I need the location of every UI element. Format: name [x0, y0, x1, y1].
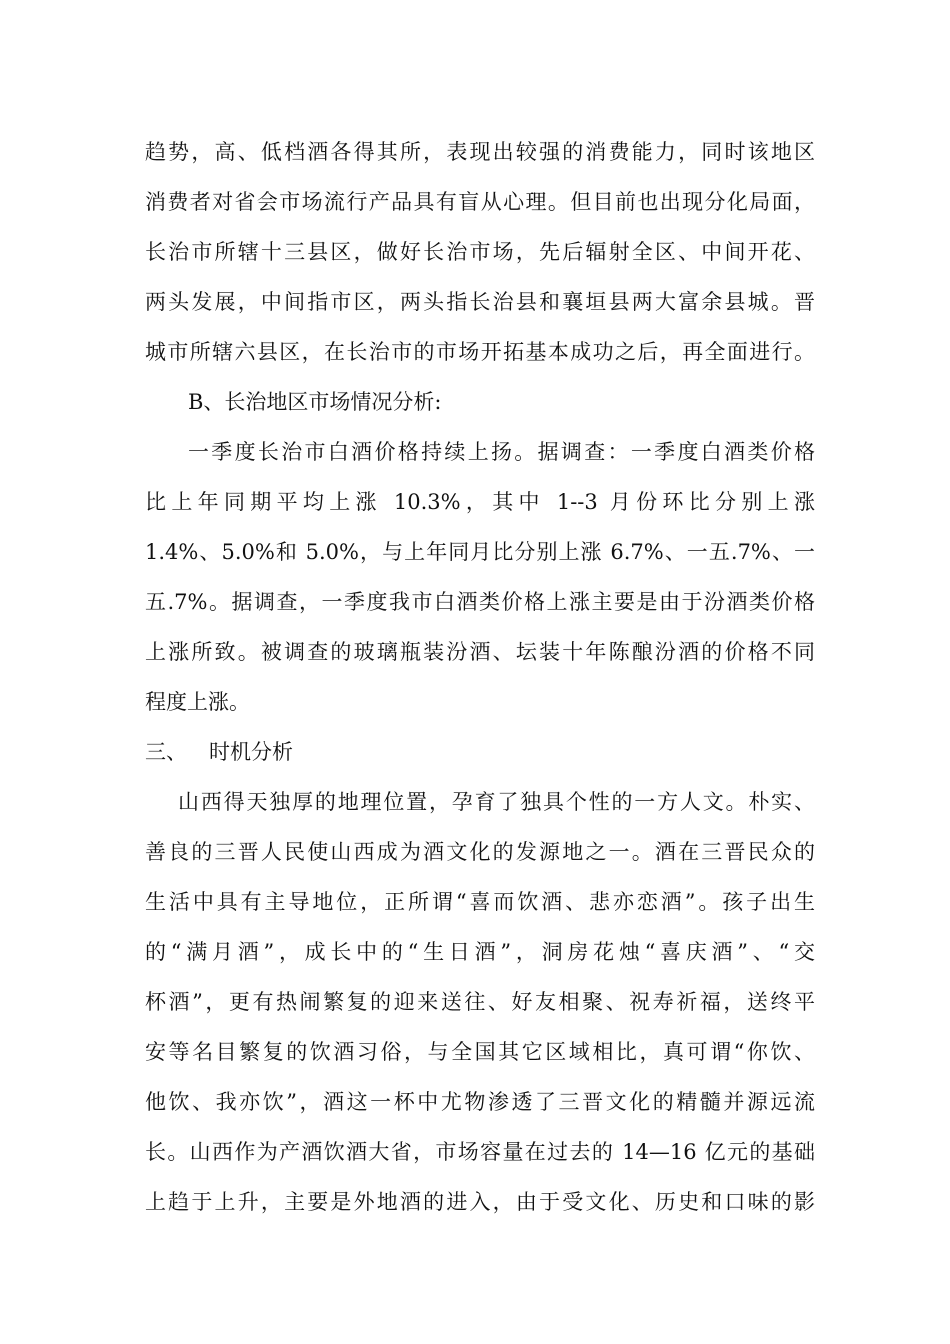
section-3-title: 时机分析 [209, 740, 293, 764]
paragraph-1-line-2: 消费者对省会市场流行产品具有盲从心理。但目前也出现分化局面， [145, 190, 815, 214]
paragraph-3-line-8: 长。山西作为产酒饮酒大省，市场容量在过去的 14—16 亿元的基础 [145, 1140, 815, 1164]
section-3-heading [145, 738, 815, 766]
paragraph-3-line-5: 杯酒”，更有热闹繁复的迎来送往、好友相聚、祝寿祈福，送终平 [145, 990, 815, 1014]
paragraph-3-line-2: 善良的三晋人民使山西成为酒文化的发源地之一。酒在三晋民众的 [145, 840, 815, 864]
paragraph-1-line-1: 趋势，高、低档酒各得其所，表现出较强的消费能力，同时该地区 [145, 140, 815, 164]
paragraph-3-line-6: 安等名目繁复的饮酒习俗，与全国其它区域相比，真可谓“你饮、 [145, 1040, 815, 1064]
paragraph-2-line-2: 比上年同期平均上涨 10.3%，其中 1--3 月份环比分别上涨 [145, 490, 815, 514]
paragraph-3-line-1: 山西得天独厚的地理位置，孕育了独具个性的一方人文。朴实、 [178, 790, 815, 814]
paragraph-3-line-3: 生活中具有主导地位，正所谓“喜而饮酒、悲亦恋酒”。孩子出生 [145, 890, 815, 914]
paragraph-1-line-3: 长治市所辖十三县区，做好长治市场，先后辐射全区、中间开花、 [145, 240, 815, 264]
section-3-number: 三、 [145, 740, 187, 764]
paragraph-3-line-9: 上趋于上升，主要是外地酒的进入，由于受文化、历史和口味的影 [145, 1190, 815, 1214]
paragraph-3-line-4: 的“满月酒”，成长中的“生日酒”，洞房花烛“喜庆酒”、“交 [145, 940, 815, 964]
paragraph-2-line-6: 程度上涨。 [145, 690, 250, 714]
paragraph-2-line-1: 一季度长治市白酒价格持续上扬。据调查：一季度白酒类价格 [188, 440, 815, 464]
paragraph-2-line-5: 上涨所致。被调查的玻璃瓶装汾酒、坛装十年陈酿汾酒的价格不同 [145, 640, 815, 664]
section-b-heading: B、长治地区市场情况分析: [188, 390, 442, 414]
paragraph-2-line-4: 五.7%。据调查，一季度我市白酒类价格上涨主要是由于汾酒类价格 [145, 590, 815, 614]
paragraph-3-line-7: 他饮、我亦饮”，酒这一杯中尤物渗透了三晋文化的精髓并源远流 [145, 1090, 815, 1114]
paragraph-1-line-5: 城市所辖六县区，在长治市的市场开拓基本成功之后，再全面进行。 [145, 340, 815, 364]
paragraph-2-line-3: 1.4%、5.0%和 5.0%，与上年同月比分别上涨 6.7%、一五.7%、一 [145, 540, 815, 564]
paragraph-1-line-4: 两头发展，中间指市区，两头指长治县和襄垣县两大富余县城。晋 [145, 290, 815, 314]
